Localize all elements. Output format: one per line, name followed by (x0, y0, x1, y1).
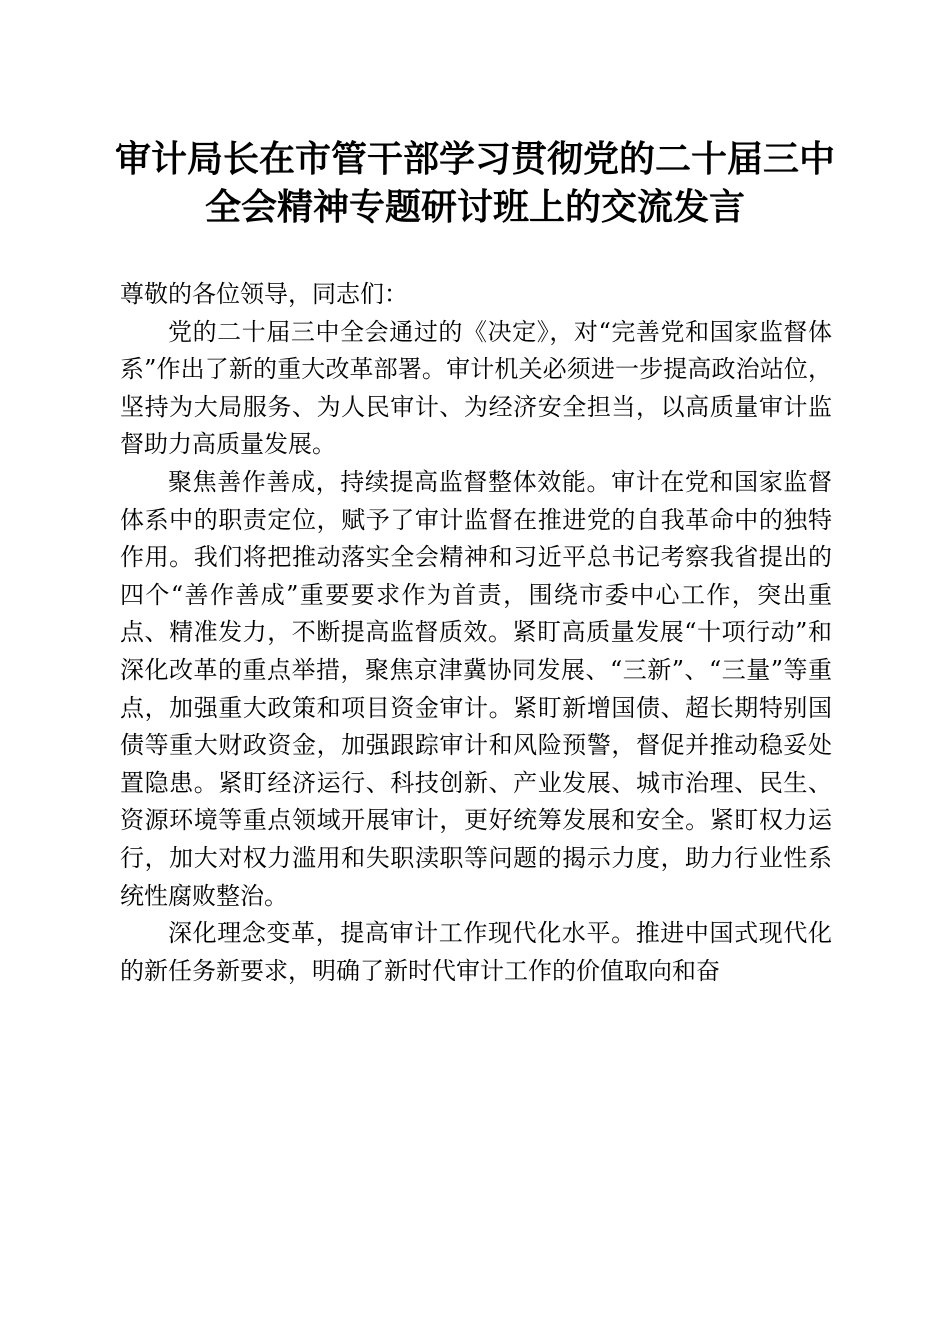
document-title (100, 136, 850, 232)
paragraph-2: 聚焦善作善成，持续提高监督整体效能。审计在党和国家监督体系中的职责定位，赋予了审计监督在推进党的自我革命中的独特作用。我们将把推动落实全会精神和习近平总书记考察我省提出的四个“善作善成”重要要求作为首责，围绕市委中心工作，突出重点、精准发力，不断提高监督质效。紧盯高质量发展“十项行动”和深化改革的重点举措，聚焦京津冀协同发展、“三新”、“三量”等重点，加强重大政策和项目资金审计。紧盯新增国债、超长期特别国债等重大财政资金，加强跟踪审计和风险预警，督促并推动稳妥处置隐患。紧盯经济运行、科技创新、产业发展、城市治理、民生、资源环境等重点领域开展审计，更好统筹发展和安全。紧盯权力运行，加大对权力滥用和失职渎职等问题的揭示力度，助力行业性系统性腐败整治。 (120, 467, 832, 910)
salutation: 尊敬的各位领导，同志们： (120, 280, 408, 308)
title-line-1: 审计局长在市管干部学习贯彻党的二十届三中 (114, 139, 835, 180)
paragraph-1: 党的二十届三中全会通过的《决定》，对“完善党和国家监督体系”作出了新的重大改革部署。审计机关必须进一步提高政治站位，坚持为大局服务、为人民审计、为经济安全担当，以高质量审计监督助力高质量发展。 (120, 317, 832, 459)
paragraph-3: 深化理念变革，提高审计工作现代化水平。推进中国式现代化的新任务新要求，明确了新时代审计工作的价值取向和奋 (120, 919, 832, 985)
document-body (120, 276, 832, 990)
title-line-2: 全会精神专题研讨班上的交流发言 (204, 187, 745, 228)
